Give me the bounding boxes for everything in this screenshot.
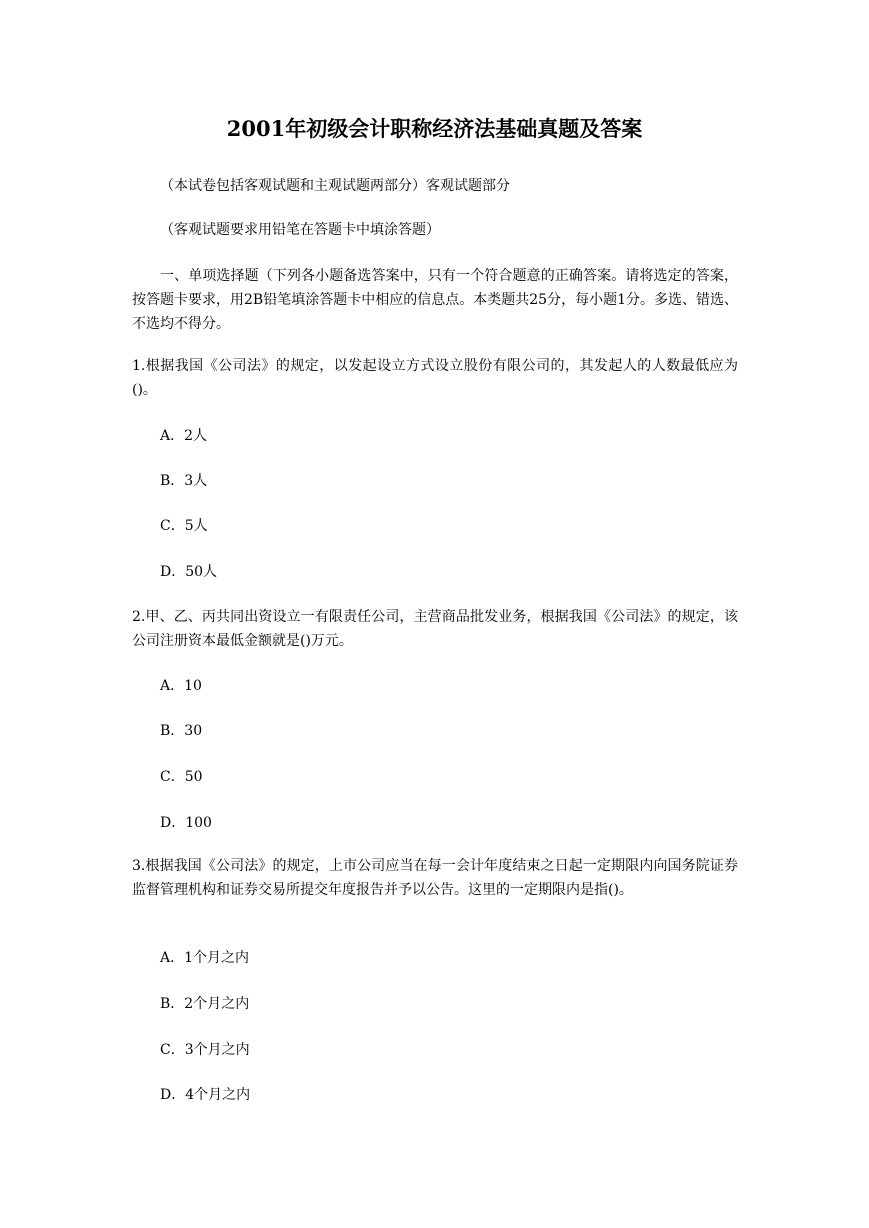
- question-1-text: 1.根据我国《公司法》的规定，以发起设立方式设立股份有限公司的，其发起人的人数最低应为()。: [132, 358, 738, 398]
- question-2-option-b: B．30: [160, 723, 203, 739]
- question-1-option-c: C．5人: [160, 518, 208, 534]
- question-1-option-b: B．3人: [160, 473, 208, 489]
- question-1-option-a: A．2人: [160, 428, 208, 444]
- document-title: 2001年初级会计职称经济法基础真题及答案: [226, 116, 643, 141]
- intro-paragraph-2: （客观试题要求用铅笔在答题卡中填涂答题）: [160, 222, 440, 238]
- question-2-option-c: C．50: [160, 769, 203, 785]
- question-3-option-c: C．3个月之内: [160, 1042, 250, 1058]
- section-instructions: 一、单项选择题（下列各小题备选答案中，只有一个符合题意的正确答案。请将选定的答案，按答题卡要求，用2B铅笔填涂答题卡中相应的信息点。本类题共25分，每小题1分。多选、错选、不选均不得分。: [132, 268, 738, 332]
- question-3-option-b: B．2个月之内: [160, 996, 250, 1012]
- question-1-option-d: D．50人: [160, 564, 218, 580]
- question-2-option-a: A．10: [160, 678, 202, 694]
- question-2-text: 2.甲、乙、丙共同出资设立一有限责任公司，主营商品批发业务，根据我国《公司法》的规定，该公司注册资本最低金额就是()万元。: [132, 609, 738, 649]
- question-3-option-d: D．4个月之内: [160, 1087, 251, 1103]
- intro-paragraph-1: （本试卷包括客观试题和主观试题两部分）客观试题部分: [160, 178, 510, 194]
- question-3-option-a: A．1个月之内: [160, 950, 250, 966]
- question-3-text: 3.根据我国《公司法》的规定，上市公司应当在每一会计年度结束之日起一定期限内向国务院证券监督管理机构和证券交易所提交年度报告并予以公告。这里的一定期限内是指()。: [132, 858, 738, 898]
- question-2-option-d: D．100: [160, 815, 212, 831]
